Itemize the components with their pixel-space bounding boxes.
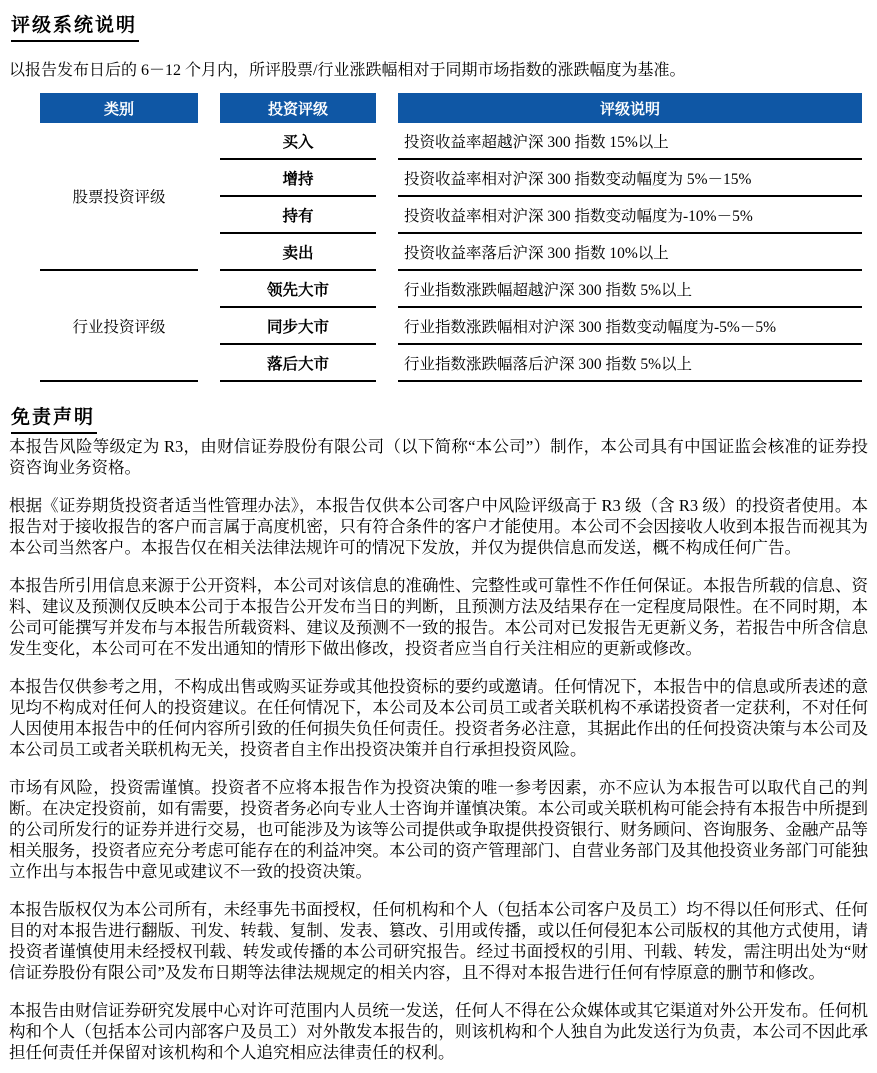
disclaimer-paragraph-distribution: 本报告由财信证券研究发展中心对许可范围内人员统一发送，任何人不得在公众媒体或其它渠道对外公开发布。任何机构和个人（包括本公司内部客户及员工）对外散发本报告的，则该机构和个人独自为此发送行为负责，本公司不因此承担任何责任并保留对该机构和个人追究相应法律责任的权利。 (9, 1001, 868, 1062)
rating-description-cell: 投资收益率相对沪深 300 指数变动幅度为 5%－15% (398, 159, 862, 196)
disclaimer-paragraph-information-source: 本报告所引用信息来源于公开资料，本公司对该信息的准确性、完整性或可靠性不作任何保证。本报告所载的信息、资料、建议及预测仅反映本公司于本报告公开发布当日的判断，且预测方法及结果存在一定程度局限性。在不同时期，本公司可能撰写并发布与本报告所载资料、建议及预测不一致的报告。本公司对已发报告无更新义务，若报告中所含信息发生变化，本公司可在不发出通知的情形下做出修改，投资者应当自行关注相应的更新或修改。 (9, 576, 868, 658)
rating-benchmark-note: 以报告发布日后的 6－12 个月内，所评股票/行业涨跌幅相对于同期市场指数的涨跌幅度为基准。 (9, 62, 686, 79)
category-cell-industry: 行业投资评级 (40, 270, 198, 381)
rating-table (40, 93, 862, 382)
column-gap (376, 123, 398, 270)
disclaimer-section-header (9, 400, 868, 434)
rating-description-cell: 投资收益率超越沪深 300 指数 15%以上 (398, 123, 862, 159)
rating-cell: 持有 (220, 196, 376, 233)
rating-cell: 增持 (220, 159, 376, 196)
col-header-category: 类别 (40, 93, 198, 123)
column-gap (376, 93, 398, 123)
disclaimer-title: 免责声明 (11, 402, 97, 434)
column-gap (198, 93, 220, 123)
rating-description-cell: 行业指数涨跌幅相对沪深 300 指数变动幅度为-5%－5% (398, 307, 862, 344)
category-cell-stock: 股票投资评级 (40, 123, 198, 270)
column-gap (198, 123, 220, 270)
rating-cell: 落后大市 (220, 344, 376, 381)
table-row (40, 270, 862, 307)
disclaimer-paragraph-no-offer: 本报告仅供参考之用，不构成出售或购买证券或其他投资标的要约或邀请。任何情况下，本报告中的信息或所表述的意见均不构成对任何人的投资建议。在任何情况下，本公司及本公司员工或者关联机构不承诺投资者一定获利，不对任何人因使用本报告中的任何内容所引致的任何损失负任何责任。投资者务必注意，其据此作出的任何投资决策与本公司及本公司员工或者关联机构无关，投资者自主作出投资决策并自行承担投资风险。 (9, 677, 868, 759)
rating-description-cell: 投资收益率落后沪深 300 指数 10%以上 (398, 233, 862, 270)
rating-table-header-row (40, 93, 862, 123)
disclaimer-paragraph-copyright: 本报告版权仅为本公司所有，未经事先书面授权，任何机构和个人（包括本公司客户及员工）均不得以任何形式、任何目的对本报告进行翻版、刊发、转载、复制、发表、篡改、引用或传播，或以任何侵犯本公司版权的其他方式使用，请投资者谨慎使用未经授权刊载、转发或传播的本公司研究报告。经过书面授权的引用、刊载、转发，需注明出处为“财信证券股份有限公司”及发布日期等法律法规规定的相关内容，且不得对本报告进行任何有悖原意的删节和修改。 (9, 900, 868, 982)
column-gap (376, 270, 398, 381)
column-gap (198, 270, 220, 381)
disclaimer-paragraph-risk-level: 本报告风险等级定为 R3，由财信证券股份有限公司（以下简称“本公司”）制作，本公司具有中国证监会核准的证券投资咨询业务资格。 (9, 437, 868, 477)
rating-description-cell: 行业指数涨跌幅落后沪深 300 指数 5%以上 (398, 344, 862, 381)
table-row (40, 123, 862, 159)
disclaimer-paragraph-market-risk: 市场有风险，投资需谨慎。投资者不应将本报告作为投资决策的唯一参考因素，亦不应认为本报告可以取代自己的判断。在决定投资前，如有需要，投资者务必向专业人士咨询并谨慎决策。本公司或关联机构可能会持有本报告中所提到的公司所发行的证券并进行交易，也可能涉及为该等公司提供或争取提供投资银行、财务顾问、咨询服务、金融产品等相关服务，投资者应充分考虑可能存在的利益冲突。本公司的资产管理部门、自营业务部门及其他投资业务部门可能独立作出与本报告中意见或建议不一致的投资决策。 (9, 778, 868, 881)
rating-description-cell: 投资收益率相对沪深 300 指数变动幅度为-10%－5% (398, 196, 862, 233)
disclaimer-paragraph-suitability: 根据《证券期货投资者适当性管理办法》，本报告仅供本公司客户中风险评级高于 R3 级（含 R3 级）的投资者使用。本报告对于接收报告的客户而言属于高度机密，只有符合条件的客户才能使用。本公司不会因接收人收到本报告而视其为本公司当然客户。本报告仅在相关法律法规许可的情况下发放，并仅为提供信息而发送，概不构成任何广告。 (9, 496, 868, 557)
col-header-rating: 投资评级 (220, 93, 376, 123)
rating-cell: 卖出 (220, 233, 376, 270)
rating-cell: 买入 (220, 123, 376, 159)
rating-section-header (9, 8, 868, 42)
rating-section-title: 评级系统说明 (11, 10, 139, 42)
rating-description-cell: 行业指数涨跌幅超越沪深 300 指数 5%以上 (398, 270, 862, 307)
col-header-description: 评级说明 (398, 93, 862, 123)
rating-cell: 同步大市 (220, 307, 376, 344)
rating-cell: 领先大市 (220, 270, 376, 307)
